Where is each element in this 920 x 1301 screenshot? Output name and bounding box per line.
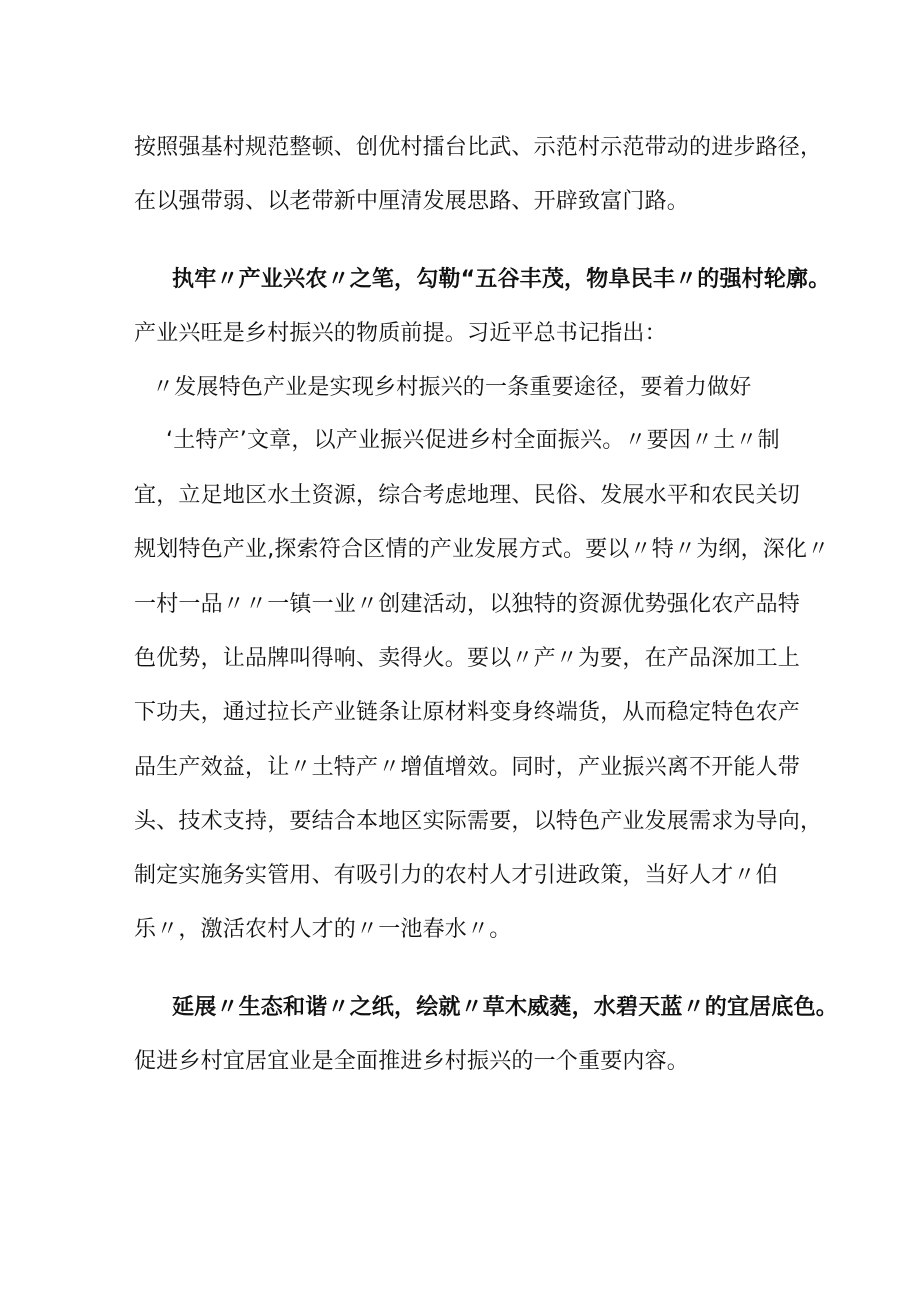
paragraph-1-line-2: 在以强带弱、以老带新中厘清发展思路、开辟致富门路。: [134, 189, 690, 214]
paragraph-2-line-6: 一村一品〃〃一镇一业〃创建活动，以独特的资源优势强化农产品特: [134, 592, 801, 617]
paragraph-2-line-11: 制定实施务实管用、有吸引力的农村人才引进政策，当好人才〃伯: [134, 863, 778, 888]
paragraph-2-line-3: ‘土特产’文章，以产业振兴促进乡村全面振兴。〃要因〃土〃制: [166, 428, 780, 453]
paragraph-2-line-8: 下功夫，通过拉长产业链条让原材料变身终端货，从而稳定特色农产: [134, 700, 801, 725]
paragraph-1-line-1: 按照强基村规范整顿、创优村擂台比武、示范村示范带动的进步路径，: [134, 135, 823, 160]
paragraph-2-line-4: 宜，立足地区水土资源，综合考虑地理、民俗、发展水平和农民关切: [134, 483, 801, 508]
paragraph-2-line-12: 乐〃，激活农村人才的〃一池春水〃。: [134, 917, 512, 942]
paragraph-2-line-1: 产业兴旺是乡村振兴的物质前提。习近平总书记指出：: [134, 321, 667, 346]
paragraph-2-line-2: 〃发展特色产业是实现乡村振兴的一条重要途径，要着力做好: [152, 375, 752, 400]
paragraph-3-line-1: 促进乡村宜居宜业是全面推进乡村振兴的一个重要内容。: [134, 1049, 690, 1074]
section-heading-industry: 执牢〃产业兴农〃之笔，勾勒“五谷丰茂，物阜民丰〃的强村轮廓。: [172, 267, 831, 292]
paragraph-2-line-7: 色优势，让品牌叫得响、卖得火。要以〃产〃为要，在产品深加工上: [134, 646, 801, 671]
paragraph-2-line-9: 品生产效益，让〃土特产〃增值增效。同时，产业振兴离不开能人带: [134, 755, 801, 780]
paragraph-2-line-5: 规划特色产业,探索符合区情的产业发展方式。要以〃特〃为纲，深化〃: [134, 537, 830, 562]
paragraph-2-line-10: 头、技术支持，要结合本地区实际需要，以特色产业发展需求为导向，: [134, 809, 823, 834]
section-heading-ecology: 延展〃生态和谐〃之纸，绘就〃草木威蕤，水碧天蓝〃的宜居底色。: [172, 995, 839, 1020]
